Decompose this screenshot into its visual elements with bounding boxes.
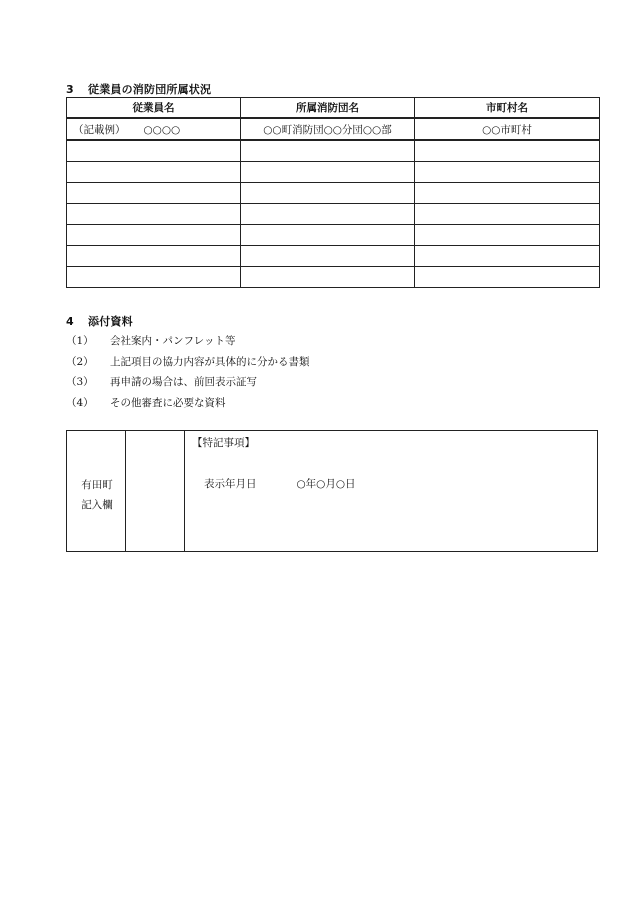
town-entry-box: [66, 430, 598, 552]
section-3-title-text: 従業員の消防団所属状況: [88, 83, 212, 96]
municipality-cell[interactable]: [415, 204, 600, 225]
section-3-title: [66, 81, 211, 97]
town-entry-label-line2: 記入欄: [81, 499, 113, 511]
list-item: [66, 331, 310, 352]
municipality-cell[interactable]: [415, 162, 600, 183]
municipality-cell[interactable]: [415, 140, 600, 162]
fire-corps-cell[interactable]: [241, 162, 415, 183]
attachment-list: [66, 331, 310, 413]
header-municipality-name: 市町村名: [415, 98, 600, 119]
list-item-index: （4）: [66, 396, 94, 409]
employee-cell[interactable]: [67, 267, 241, 288]
table-header-row: [67, 98, 600, 119]
example-label: （記載例）: [73, 123, 126, 136]
entry-box-divider-2: [184, 431, 185, 551]
table-row: [67, 225, 600, 246]
list-item-text: その他審査に必要な資料: [110, 396, 226, 409]
list-item-text: 会社案内・パンフレット等: [110, 335, 236, 347]
list-item-index: （2）: [66, 355, 94, 368]
table-row: [67, 140, 600, 162]
fire-corps-table: [66, 97, 600, 288]
header-fire-corps-name: 所属消防団名: [241, 98, 415, 119]
section-4-title: [66, 313, 133, 329]
town-entry-label: [77, 475, 117, 515]
table-row: [67, 183, 600, 204]
display-date-row: [204, 476, 356, 491]
header-employee-name: 従業員名: [67, 98, 241, 119]
list-item-index: （3）: [66, 376, 94, 388]
municipality-cell[interactable]: [415, 183, 600, 204]
employee-cell[interactable]: [67, 183, 241, 204]
employee-cell[interactable]: [67, 225, 241, 246]
employee-cell[interactable]: [67, 162, 241, 183]
entry-box-divider-1: [125, 431, 126, 551]
municipality-cell[interactable]: [415, 246, 600, 267]
municipality-cell[interactable]: [415, 225, 600, 246]
section-4-title-text: 添付資料: [88, 315, 133, 328]
table-row: [67, 246, 600, 267]
employee-cell[interactable]: [67, 140, 241, 162]
employee-cell[interactable]: [67, 246, 241, 267]
example-municipality: ○○市町村: [415, 118, 600, 140]
employee-cell[interactable]: [67, 204, 241, 225]
fire-corps-cell[interactable]: [241, 246, 415, 267]
table-row-example: [67, 118, 600, 140]
town-entry-label-line1: 有田町: [81, 479, 113, 491]
list-item: [66, 393, 310, 414]
list-item-text: 上記項目の協力内容が具体的に分かる書類: [110, 355, 310, 368]
list-item-index: （1）: [66, 335, 94, 347]
table-row: [67, 267, 600, 288]
fire-corps-cell[interactable]: [241, 204, 415, 225]
fire-corps-cell[interactable]: [241, 183, 415, 204]
display-date-value: ○年○月○日: [296, 478, 356, 490]
special-notes-heading: 【特記事項】: [192, 437, 255, 449]
section-3-number: 3: [66, 83, 74, 96]
section-4-number: 4: [66, 315, 74, 328]
example-employee: ○○○○: [143, 123, 181, 136]
list-item: [66, 372, 310, 393]
table-row: [67, 162, 600, 183]
example-fire-corps: ○○町消防団○○分団○○部: [241, 118, 415, 140]
fire-corps-cell[interactable]: [241, 140, 415, 162]
fire-corps-cell[interactable]: [241, 267, 415, 288]
table-row: [67, 204, 600, 225]
list-item: [66, 352, 310, 373]
example-employee-cell: [67, 118, 241, 140]
list-item-text: 再申請の場合は、前回表示証写: [110, 376, 257, 388]
municipality-cell[interactable]: [415, 267, 600, 288]
display-date-label: 表示年月日: [204, 478, 257, 490]
fire-corps-cell[interactable]: [241, 225, 415, 246]
